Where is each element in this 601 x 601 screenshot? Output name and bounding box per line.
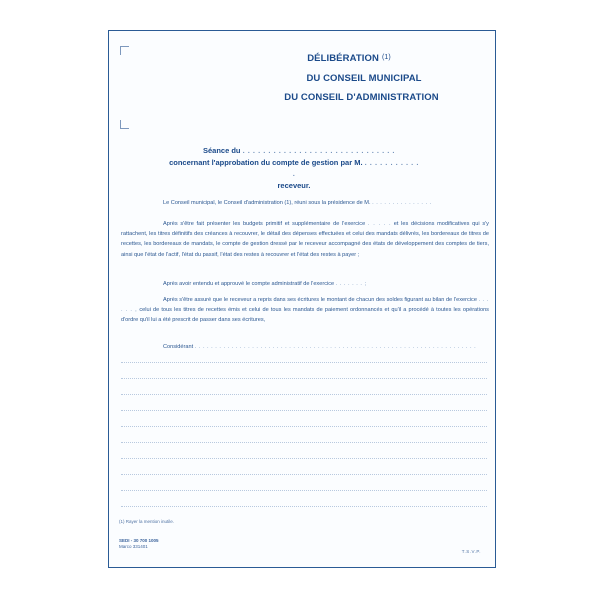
form-title-deliberation (289, 53, 409, 64)
deliberation-form (108, 30, 496, 568)
title-text: DÉLIBÉRATION (307, 53, 379, 64)
title-footnote-ref: (1) (381, 54, 391, 61)
writing-line (121, 490, 487, 491)
seance-subject-line: concernant l'approbation du compte de gestion par M. . . . . . . . . . . . . (169, 157, 419, 178)
writing-line (121, 362, 487, 363)
writing-line (121, 394, 487, 395)
form-title-conseil-administration: DU CONSEIL D'ADMINISTRATION (284, 92, 439, 103)
writing-line (121, 506, 487, 507)
considerant-label: Considérant . . . . . . . . . . . . . . . . . . . . . . . . . . . . . . . . . . . . . . . . . . . . . . . . . . . . . . . . . . . . . . . . . . . . . (163, 344, 477, 350)
form-title-conseil-municipal: DU CONSEIL MUNICIPAL (306, 73, 422, 84)
seance-receveur-line: receveur. (277, 180, 311, 190)
writing-line (121, 442, 487, 443)
footnote: (1) Rayer la mention inutile. (119, 519, 175, 524)
seance-date-line: Séance du . . . . . . . . . . . . . . . . . . . . . . . . . . . . . . (202, 146, 396, 155)
paragraph-presidence: Le Conseil municipal, le Conseil d'administration (1), réuni sous la présidence de M. . . . . . . . . . . . . . . . (163, 200, 432, 206)
writing-line (121, 458, 487, 459)
form-reference-code: SEDI - 30 700 1005 (119, 538, 159, 543)
address-box-corner-top (120, 46, 129, 55)
paragraph-soldes: Après s'être assuré que le receveur a repris dans ses écritures le montant de chacun des soldes figurant au bilan de l'exercice . . . . . . , celui de tous les titres de recettes émis et celui de tous les mandats de paiement ordonnancés et qu'il a procédé à toutes les opérations d'ordre qu'il lui a été prescrit de passer dans ses écritures, (121, 297, 489, 324)
address-box-corner-bottom (120, 120, 129, 129)
form-reference (119, 538, 159, 550)
writing-line (121, 410, 487, 411)
writing-line (121, 378, 487, 379)
paragraph-budgets: Après s'être fait présenter les budgets primitif et supplémentaire de l'exercice . . . . . et les décisions modificatives qui s'y rattachent, les titres définitifs des créances à recouvrer, le détail des dépenses effectuées et celui des mandats délivrés, les bordereaux de titres de recettes, les bordereaux de mandats, le compte de gestion dressé par le receveur accompagné des états de développement des comptes de tiers, ainsi que l'état de l'actif, l'état du passif, l'état des restes à recouvrer et l'état des restes à payer ; (121, 221, 489, 258)
seance-heading (169, 145, 419, 191)
form-reference-sub: Marco 331401 (119, 544, 148, 549)
paragraph-compte-administratif: Après avoir entendu et approuvé le compte administratif de l'exercice . . . . . . . ; (163, 281, 367, 287)
writing-line (121, 474, 487, 475)
tsvp-label: T.S.V.P. (461, 549, 481, 554)
writing-line (121, 426, 487, 427)
